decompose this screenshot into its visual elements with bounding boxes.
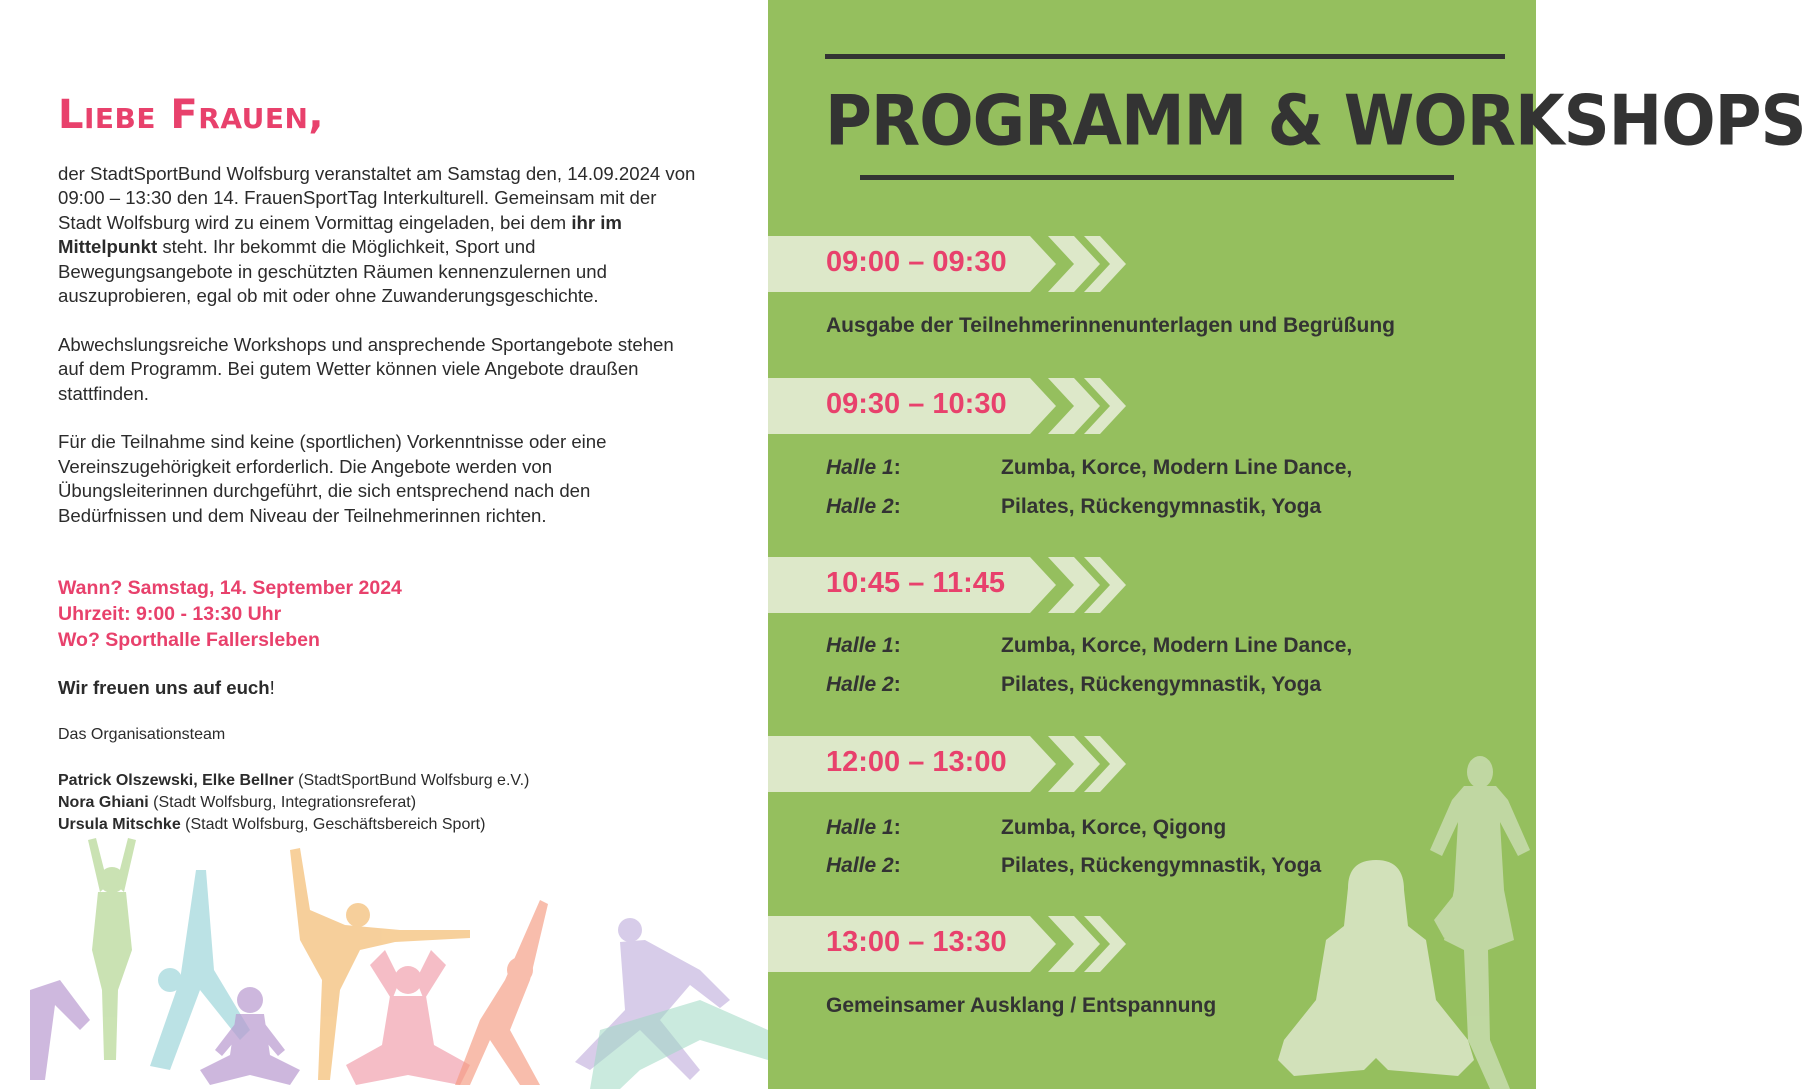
organizer-org: (Stadt Wolfsburg, Integrationsreferat) bbox=[148, 794, 417, 811]
paragraph-1-part-1: der StadtSportBund Wolfsburg veranstaltet am Samstag den, 14.09.2024 von 09:00 – 13:30 den 14. FrauenSportTag Interkulturell. Gemeinsam mit der Stadt Wolfsburg wird zu einem Vormittag eingeladen, bei dem bbox=[58, 163, 696, 233]
organizer-org: (Stadt Wolfsburg, Geschäftsbereich Sport) bbox=[180, 816, 486, 833]
time-banner bbox=[768, 378, 1138, 434]
silhouette-figure bbox=[1278, 860, 1474, 1076]
time-banner bbox=[768, 916, 1138, 972]
hall-name: Halle 1: bbox=[826, 456, 901, 479]
silhouette-figure bbox=[455, 900, 548, 1085]
organizer-name: Nora Ghiani bbox=[58, 794, 149, 811]
hall-activities: Zumba, Korce, Qigong bbox=[1001, 816, 1227, 839]
hall-name: Halle 1: bbox=[826, 816, 901, 839]
hall-activities: Zumba, Korce, Modern Line Dance, bbox=[1001, 456, 1353, 479]
organizer-item bbox=[58, 792, 529, 814]
time-label: 09:00 – 09:30 bbox=[826, 246, 1007, 278]
organizer-name: Patrick Olszewski, Elke Bellner bbox=[58, 772, 294, 789]
time-label: 12:00 – 13:00 bbox=[826, 746, 1007, 778]
time-label: 10:45 – 11:45 bbox=[826, 567, 1005, 599]
intro-text bbox=[58, 162, 698, 552]
team-label: Das Organisationsteam bbox=[58, 726, 226, 743]
time-banner bbox=[768, 557, 1138, 613]
time-label: 13:00 – 13:30 bbox=[826, 926, 1007, 958]
heading-rule-bottom bbox=[860, 175, 1454, 180]
paragraph-1-part-2: steht. Ihr bekommt die Möglichkeit, Sport und Bewegungsangebote in geschützten Räumen kennenzulernen und auszuprobieren, egal ob mit oder ohne Zuwanderungsgeschichte. bbox=[58, 236, 607, 307]
organizer-org: (StadtSportBund Wolfsburg e.V.) bbox=[293, 772, 530, 789]
event-info bbox=[58, 575, 402, 653]
hall-activities: Pilates, Rückengymnastik, Yoga bbox=[1001, 854, 1322, 877]
event-date: Wann? Samstag, 14. September 2024 bbox=[58, 577, 402, 599]
silhouette-figure bbox=[346, 950, 470, 1085]
slot-description: Ausgabe der Teilnehmerinnenunterlagen und Begrüßung bbox=[826, 314, 1395, 337]
organizer-name: Ursula Mitschke bbox=[58, 816, 181, 833]
silhouette-figure bbox=[88, 838, 136, 1060]
closing-text: Wir freuen uns auf euch bbox=[58, 677, 270, 698]
hall-activities: Pilates, Rückengymnastik, Yoga bbox=[1001, 495, 1322, 518]
paragraph-1-bold: ihr im Mittelpunkt bbox=[58, 211, 622, 258]
time-label: 09:30 – 10:30 bbox=[826, 388, 1007, 420]
heading-rule-top bbox=[825, 54, 1505, 59]
time-banner bbox=[768, 736, 1138, 792]
silhouette-figure bbox=[590, 1000, 768, 1089]
greeting-title: Liebe Frauen, bbox=[58, 92, 325, 138]
organizer-list bbox=[58, 770, 529, 836]
program-panel bbox=[768, 0, 1806, 1089]
organizer-item bbox=[58, 770, 529, 792]
paragraph-2: Abwechslungsreiche Workshops und ansprechende Sportangebote stehen auf dem Programm. Bei gutem Wetter können viele Angebote draußen stattfinden. bbox=[58, 333, 674, 404]
left-panel bbox=[0, 0, 768, 1089]
hall-name: Halle 2: bbox=[826, 854, 901, 877]
time-banner bbox=[768, 236, 1138, 292]
hall-activities: Zumba, Korce, Modern Line Dance, bbox=[1001, 634, 1353, 657]
hall-activities: Pilates, Rückengymnastik, Yoga bbox=[1001, 673, 1322, 696]
closing-mark: ! bbox=[269, 677, 275, 698]
paragraph-3: Für die Teilnahme sind keine (sportlichen) Vorkenntnisse oder eine Vereinszugehörigkeit erforderlich. Die Angebote werden von Übungsleiterinnen durchgeführt, die sich entsprechend nach den Bedürfnissen und dem Niveau der Teilnehmerinnen richten. bbox=[58, 431, 607, 526]
event-location: Wo? Sporthalle Fallersleben bbox=[58, 629, 320, 651]
meditation-silhouettes-illustration bbox=[1268, 740, 1536, 1089]
hall-name: Halle 2: bbox=[826, 673, 901, 696]
paragraph-1 bbox=[58, 162, 698, 308]
event-time: Uhrzeit: 9:00 - 13:30 Uhr bbox=[58, 603, 282, 625]
closing-line bbox=[58, 677, 275, 699]
program-heading: PROGRAMM & WORKSHOPS bbox=[825, 82, 1806, 162]
hall-name: Halle 1: bbox=[826, 634, 901, 657]
hall-name: Halle 2: bbox=[826, 495, 901, 518]
slot-description: Gemeinsamer Ausklang / Entspannung bbox=[826, 994, 1217, 1017]
yoga-silhouettes-illustration bbox=[0, 830, 768, 1089]
